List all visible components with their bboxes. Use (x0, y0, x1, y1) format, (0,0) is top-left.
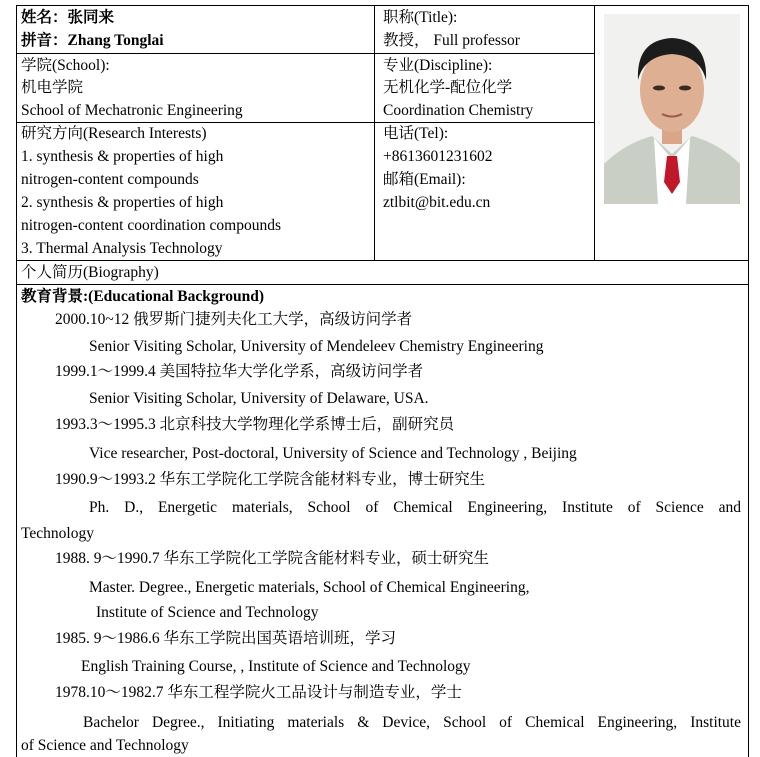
title-value: 教授， Full professor (383, 32, 520, 49)
research-line: 3. Thermal Analysis Technology (21, 240, 223, 257)
education-line: of Science and Technology (21, 737, 189, 754)
education-line: Vice researcher, Post-doctoral, University of Science and Technology , Beijing (89, 445, 577, 462)
school-label: 学院(School): (21, 57, 110, 74)
education-line: 1990.9～1993.2 华东工学院化工学院含能材料专业，博士研究生 (55, 471, 486, 488)
table-row-divider (16, 284, 749, 285)
discipline-en: Coordination Chemistry (383, 102, 534, 119)
education-line: Bachelor Degree., Initiating materials & Device, School of Chemical Engineering, Institute (83, 714, 741, 731)
biography-label: 个人简历(Biography) (21, 264, 159, 281)
education-line: 1978.10～1982.7 华东工程学院火工品设计与制造专业，学士 (55, 684, 462, 701)
title-label: 职称(Title): (383, 9, 458, 26)
education-heading: 教育背景:(Educational Background) (21, 288, 265, 305)
education-line: 1988. 9～1990.7 华东工学院化工学院含能材料专业，硕士研究生 (55, 550, 490, 567)
education-line: Ph. D., Energetic materials, School of Chemical Engineering, Institute of Science and (89, 499, 741, 516)
education-line: Master. Degree., Energetic materials, School of Chemical Engineering, (89, 579, 530, 596)
research-line: nitrogen-content compounds (21, 171, 199, 188)
tel-label: 电话(Tel): (383, 125, 449, 142)
education-line: 1985. 9～1986.6 华东工学院出国英语培训班，学习 (55, 630, 397, 647)
table-row-divider (16, 122, 594, 123)
research-line: 2. synthesis & properties of high (21, 194, 224, 211)
name: 姓名：张同来 (21, 9, 115, 26)
research-label: 研究方向(Research Interests) (21, 125, 207, 142)
education-line: Senior Visiting Scholar, University of Mendeleev Chemistry Engineering (89, 338, 544, 355)
table-border-left (16, 5, 17, 757)
table-border-right (748, 5, 749, 757)
school-cn: 机电学院 (21, 79, 84, 96)
pinyin: 拼音：Zhang Tonglai (21, 32, 164, 49)
school-en: School of Mechatronic Engineering (21, 102, 243, 119)
portrait-icon (604, 14, 740, 204)
table-col-divider (374, 5, 375, 260)
research-line: nitrogen-content coordination compounds (21, 217, 281, 234)
email-value: ztlbit@bit.edu.cn (383, 194, 491, 211)
tel-value: +8613601231602 (383, 148, 493, 165)
education-line: 1993.3～1995.3 北京科技大学物理化学系博士后，副研究员 (55, 416, 455, 433)
table-row-divider (16, 260, 749, 261)
portrait-photo (604, 14, 740, 204)
education-line: Institute of Science and Technology (96, 604, 319, 621)
table-col-divider (594, 5, 595, 260)
table-row-divider (16, 53, 594, 54)
research-line: 1. synthesis & properties of high (21, 148, 224, 165)
discipline-label: 专业(Discipline): (383, 57, 493, 74)
discipline-cn: 无机化学-配位化学 (383, 79, 513, 96)
education-line: Technology (21, 525, 94, 542)
email-label: 邮箱(Email): (383, 171, 466, 188)
education-line: 2000.10~12 俄罗斯门捷列夫化工大学，高级访问学者 (55, 311, 413, 328)
table-border-top (16, 5, 749, 6)
education-line: Senior Visiting Scholar, University of Delaware, USA. (89, 390, 429, 407)
education-line: English Training Course, , Institute of Science and Technology (81, 658, 471, 675)
education-line: 1999.1～1999.4 美国特拉华大学化学系，高级访问学者 (55, 363, 424, 380)
